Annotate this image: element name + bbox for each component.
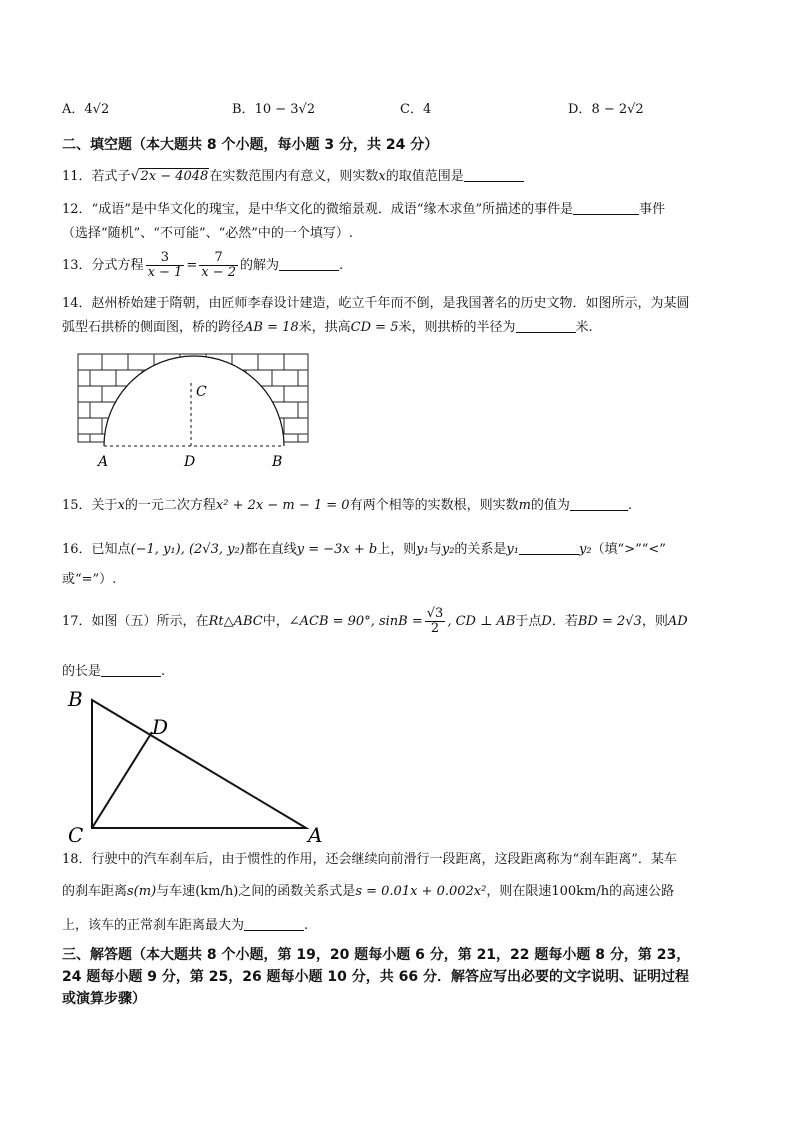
label-a: A xyxy=(308,823,323,847)
section3-line2: 24 题每小题 9 分，第 25，26 题每小题 10 分，共 66 分．解答应写出必要的文字说明、证明过程 xyxy=(62,969,690,985)
label-b: B xyxy=(272,454,283,470)
question-13: 13．分式方程 $\frac{3}{x - 1}$ = $\frac{7}{x - 2}$ 的解为 . xyxy=(62,250,344,280)
answer-blank xyxy=(519,542,579,555)
question-16-line1: 16．已知点(−1, y₁), (2√3, y₂)都在直线y = −3x + b上，则y₁与y₂的关系是y₁ y₂（填“>”“<” xyxy=(62,542,666,557)
answer-blank xyxy=(573,202,639,215)
segment-cd xyxy=(92,732,152,828)
label-c: C xyxy=(196,384,207,400)
question-12-line1: 12．“成语”是中华文化的瑰宝，是中华文化的微缩景观．成语“缘木求鱼”所描述的事件是 事件 xyxy=(62,202,666,217)
option-a: A．4√2 xyxy=(62,102,110,117)
section3-line1: 三、解答题（本大题共 8 个小题，第 19，20 题每小题 6 分，第 21，22 题每小题 8 分，第 23， xyxy=(62,947,691,963)
label-d: D xyxy=(184,454,196,470)
answer-blank xyxy=(570,498,628,511)
triangle-figure xyxy=(62,682,332,848)
answer-blank xyxy=(101,664,161,677)
fraction-sinb: $\frac{√3}{2}$ xyxy=(426,606,444,636)
fraction-2: $\frac{7}{x - 2}$ xyxy=(201,250,236,280)
section3-line3: 或演算步骤） xyxy=(62,991,146,1007)
question-11: 11．若式子√2x − 4048在实数范围内有意义，则实数x的取值范围是 xyxy=(62,168,524,185)
question-15: 15．关于x的一元二次方程x² + 2x − m − 1 = 0有两个相等的实数根，则实数m的值为 . xyxy=(62,498,633,513)
section2-title: 二、填空题（本大题共 8 个小题，每小题 3 分，共 24 分） xyxy=(62,137,439,153)
answer-blank xyxy=(279,258,339,271)
label-c: C xyxy=(68,823,84,847)
triangle-abc xyxy=(92,700,306,828)
question-18-line2: 的刹车距离s(m)与车速(km/h)之间的函数关系式是s = 0.01x + 0.002x²，则在限速100km/h的高速公路 xyxy=(62,884,675,899)
sqrt-sign: √ xyxy=(130,168,140,184)
option-b: B．10 − 3√2 xyxy=(232,102,316,117)
label-a: A xyxy=(98,454,109,470)
option-d: D．8 − 2√2 xyxy=(568,102,644,117)
answer-blank xyxy=(244,918,304,931)
question-18-line1: 18．行驶中的汽车刹车后，由于惯性的作用，还会继续向前滑行一段距离，这段距离称为“刹车距离”．某车 xyxy=(62,852,677,867)
arch-opening xyxy=(104,356,284,454)
question-17-line2: 的长是 . xyxy=(62,664,166,679)
question-14-line2: 弧型石拱桥的侧面图，桥的跨径AB = 18米，拱高CD = 5米，则拱桥的半径为 米. xyxy=(62,320,593,335)
label-d: D xyxy=(152,715,169,739)
answer-blank xyxy=(464,169,524,182)
bridge-figure xyxy=(70,350,320,472)
question-17-line1: 17．如图（五）所示，在Rt△ABC中，∠ACB = 90°, sinB = $\frac{√3}{2}$ , CD ⊥ AB于点D．若BD = 2√3，则AD xyxy=(62,606,688,636)
fraction-1: $\frac{3}{x - 1}$ xyxy=(147,250,183,280)
label-b: B xyxy=(68,687,83,711)
question-18-line3: 上，该车的正常刹车距离最大为 . xyxy=(62,918,309,933)
question-14-line1: 14．赵州桥始建于隋朝，由匠师李春设计建造，屹立千年而不倒，是我国著名的历史文物．如图所示，为某圆 xyxy=(62,296,690,311)
question-12-line2: （选择“随机”、“不可能”、“必然”中的一个填写）. xyxy=(62,226,354,241)
option-c: C．4 xyxy=(400,102,432,117)
question-16-line2: 或“=”）. xyxy=(62,572,117,587)
answer-blank xyxy=(516,320,576,333)
